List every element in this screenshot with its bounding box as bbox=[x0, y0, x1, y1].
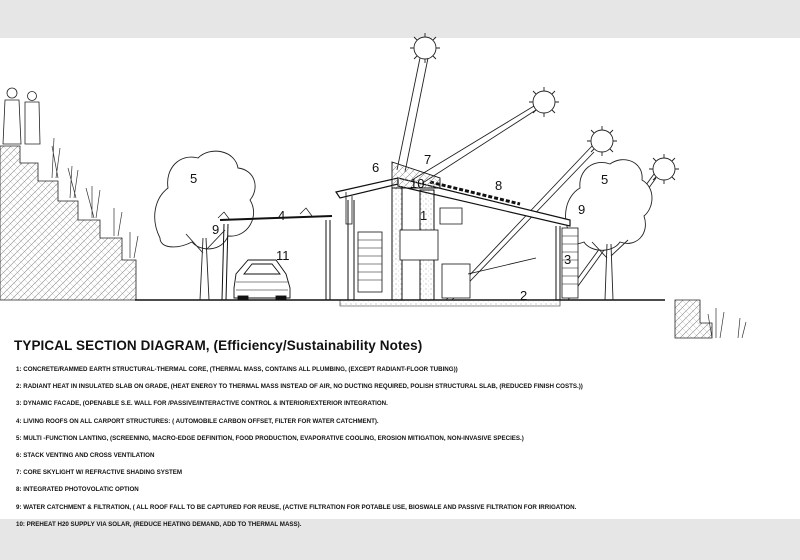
sun-icon bbox=[410, 33, 440, 63]
people-figures bbox=[3, 88, 40, 144]
callout-label: 5 bbox=[601, 172, 609, 187]
right-terrace bbox=[675, 300, 746, 338]
note-item: 4: LIVING ROOFS ON ALL CARPORT STRUCTURES: ( AUTOMOBILE CARBON OFFSET, FILTER FOR WATER CATCHMENT). bbox=[16, 417, 379, 425]
callout-label: 8 bbox=[495, 178, 503, 193]
note-item: 2: RADIANT HEAT IN INSULATED SLAB ON GRADE, (HEAT ENERGY TO THERMAL MASS INSTEAD OF AIR, NO DUCTING REQUIRED, POLISH STRUCTURAL SLAB, (REDUCED FINISH COSTS.)) bbox=[16, 383, 583, 391]
callout-label: 7 bbox=[424, 152, 432, 167]
house-section bbox=[336, 162, 578, 300]
note-item: 10: PREHEAT H20 SUPPLY VIA SOLAR, (REDUCE HEATING DEMAND, ADD TO THERMAL MASS). bbox=[16, 520, 302, 528]
callout-label: 5 bbox=[190, 171, 198, 186]
drawing-sheet bbox=[0, 38, 800, 528]
diagram-title: TYPICAL SECTION DIAGRAM, (Efficiency/Sustainability Notes) bbox=[14, 338, 423, 353]
callout-label: 9 bbox=[212, 222, 220, 237]
sun-icon bbox=[587, 126, 617, 156]
tree-right bbox=[566, 160, 652, 300]
note-item: 9: WATER CATCHMENT & FILTRATION, ( ALL ROOF FALL TO BE CAPTURED FOR REUSE, (ACTIVE FILTRATION FOR POTABLE USE, BIOSWALE AND PASSIVE FILTRATION FOR IRRIGATION. bbox=[16, 503, 577, 511]
note-item: 8: INTEGRATED PHOTOVOLATIC OPTION bbox=[16, 486, 139, 494]
callout-label: 9 bbox=[578, 202, 586, 217]
note-item: 3: DYNAMIC FACADE, (OPENABLE S.E. WALL FOR /PASSIVE/INTERACTIVE CONTROL & INTERIOR/EXTERIOR INTEGRATION. bbox=[16, 400, 388, 408]
notes-list bbox=[16, 366, 583, 538]
callout-label: 4 bbox=[278, 208, 286, 223]
callout-label: 6 bbox=[372, 160, 380, 175]
callout-label: 3 bbox=[564, 252, 572, 267]
callout-label: 2 bbox=[520, 288, 528, 303]
callout-label: 11 bbox=[276, 248, 290, 263]
sun-icon bbox=[529, 87, 559, 117]
callout-label: 10 bbox=[410, 176, 425, 191]
car bbox=[234, 260, 290, 300]
section-drawing bbox=[0, 38, 800, 338]
sun-icon bbox=[649, 154, 679, 184]
note-item: 6: STACK VENTING AND CROSS VENTILATION bbox=[16, 451, 155, 459]
left-terrace bbox=[0, 138, 138, 300]
callout-label: 1 bbox=[420, 208, 428, 223]
note-item: 7: CORE SKYLIGHT W/ REFRACTIVE SHADING SYSTEM bbox=[16, 469, 183, 477]
note-item: 1: CONCRETE/RAMMED EARTH STRUCTURAL-THERMAL CORE, (THERMAL MASS, CONTAINS ALL PLUMBING, (EXCEPT RADIANT-FLOOR TUBING)) bbox=[16, 366, 458, 373]
note-item: 5: MULTI -FUNCTION LANTING, (SCREENING, MACRO-EDGE DEFINITION, FOOD PRODUCTION, EVAPORATIVE COOLING, EROSION MITIGATION, NON-INVASIVE SPECIES.) bbox=[16, 434, 524, 442]
